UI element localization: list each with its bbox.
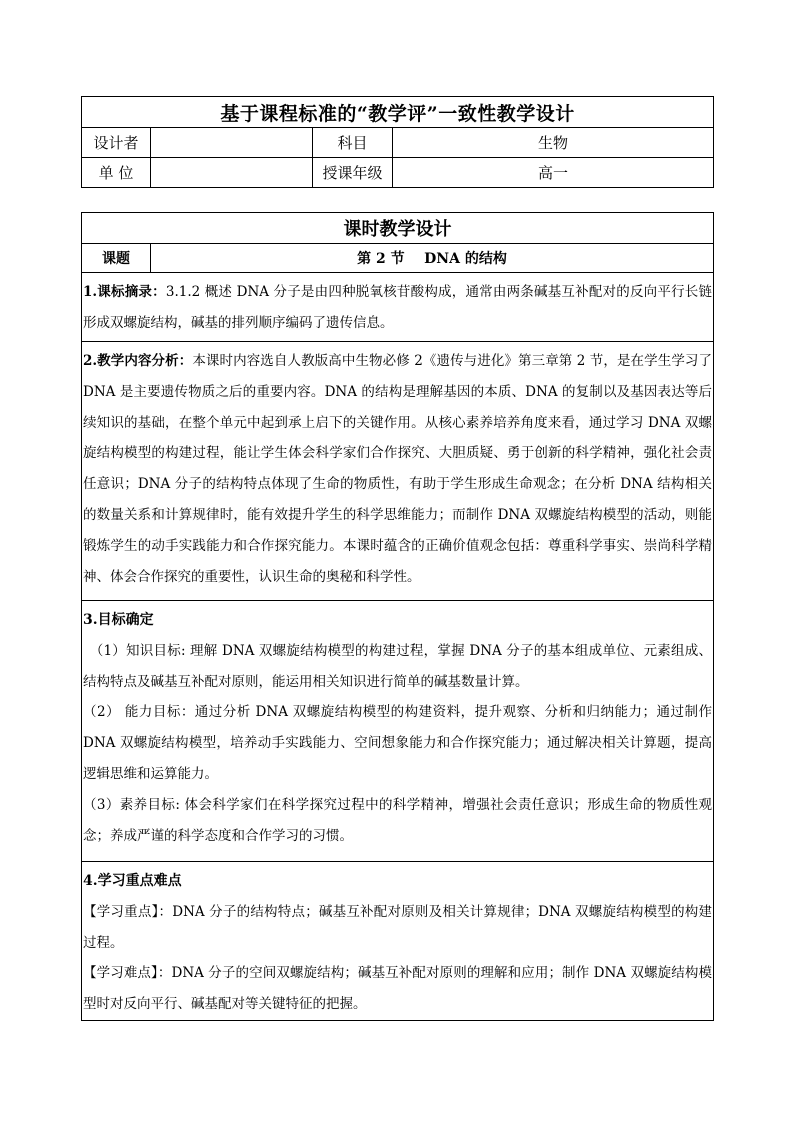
curriculum-excerpt [82, 273, 714, 342]
content-analysis-heading: 2.教学内容分析： [83, 353, 193, 369]
key-point-text: DNA 分子的结构特点；碱基互补配对原则及相关计算规律；DNA 双螺旋结构模型的构建过程。 [83, 903, 713, 951]
unit-label: 单 位 [82, 158, 151, 188]
objectives [82, 601, 714, 862]
document-title: 基于课程标准的“教学评”一致性教学设计 [82, 97, 714, 128]
lesson-design-table [81, 212, 714, 1021]
header-table [81, 96, 714, 188]
designer-value [151, 128, 313, 158]
designer-label: 设计者 [82, 128, 151, 158]
difficulty-text: DNA 分子的空间双螺旋结构；碱基互补配对原则的理解和应用；制作 DNA 双螺旋结构模型时对反向平行、碱基配对等关键特征的把握。 [83, 965, 712, 1013]
key-points [82, 862, 714, 1021]
topic-value: 第 2 节 DNA 的结构 [151, 244, 714, 273]
unit-value [151, 158, 313, 188]
grade-label: 授课年级 [313, 158, 393, 188]
subject-value: 生物 [393, 128, 714, 158]
objectives-heading: 3.目标确定 [83, 612, 154, 628]
literacy-goal: （3）素养目标: 体会科学家们在科学探究过程中的科学精神，增强社会责任意识；形成生命的物质性观念；养成严谨的科学态度和合作学习的习惯。 [83, 796, 712, 844]
difficulty-paragraph [83, 958, 712, 1020]
content-analysis-text: 本课时内容选自人教版高中生物必修 2《遗传与进化》第三章第 2 节，是在学生学习了 DNA 是主要遗传物质之后的重要内容。DNA 的结构是理解基因的本质、DNA 的复制以及基因表达等后续知识的基础，在整个单元中起到承上启下的关键作用。从核心素养培养角度来看，通过学习 DNA 双螺旋结构模型的构建过程，能让学生体会科学家们合作探究、大胆质疑、勇于创新的科学精神，强化社会责任意识；DNA 分子的结构特点体现了生命的物质性，有助于学生形成生命观念；在分析 DNA 结构相关的数量关系和计算规律时，能有效提升学生的科学思维能力；而制作 DNA 双螺旋结构模型的活动，则能锻炼学生的动手实践能力和合作探究能力。本课时蕴含的正确价值观念包括：尊重科学事实、崇尚科学精神、体会合作探究的重要性，认识生命的奥秘和科学性。 [83, 353, 712, 585]
ability-goal: （2） 能力目标：通过分析 DNA 双螺旋结构模型的构建资料，提升观察、分析和归纳能力；通过制作 DNA 双螺旋结构模型，培养动手实践能力、空间想象能力和合作探究能力；通过解决相关计算题，提高逻辑思维和运算能力。 [83, 704, 712, 782]
difficulty-label: 【学习难点】： [83, 965, 172, 982]
section-title: 课时教学设计 [82, 213, 714, 244]
curriculum-excerpt-text: 3.1.2 概述 DNA 分子是由四种脱氧核苷酸构成，通常由两条碱基互补配对的反向平行长链形成双螺旋结构，碱基的排列顺序编码了遗传信息。 [83, 284, 713, 331]
grade-value: 高一 [393, 158, 714, 188]
subject-label: 科目 [313, 128, 393, 158]
key-point-paragraph [83, 897, 712, 959]
key-point-label: 【学习重点】： [83, 903, 173, 920]
content-analysis [82, 342, 714, 601]
topic-label: 课题 [82, 244, 151, 273]
key-points-heading: 4.学习重点难点 [83, 873, 182, 889]
curriculum-excerpt-heading: 1.课标摘录： [83, 284, 166, 300]
knowledge-goal: （1）知识目标: 理解 DNA 双螺旋结构模型的构建过程，掌握 DNA 分子的基本组成单位、元素组成、结构特点及碱基互补配对原则，能运用相关知识进行简单的碱基数量计算。 [83, 642, 712, 690]
